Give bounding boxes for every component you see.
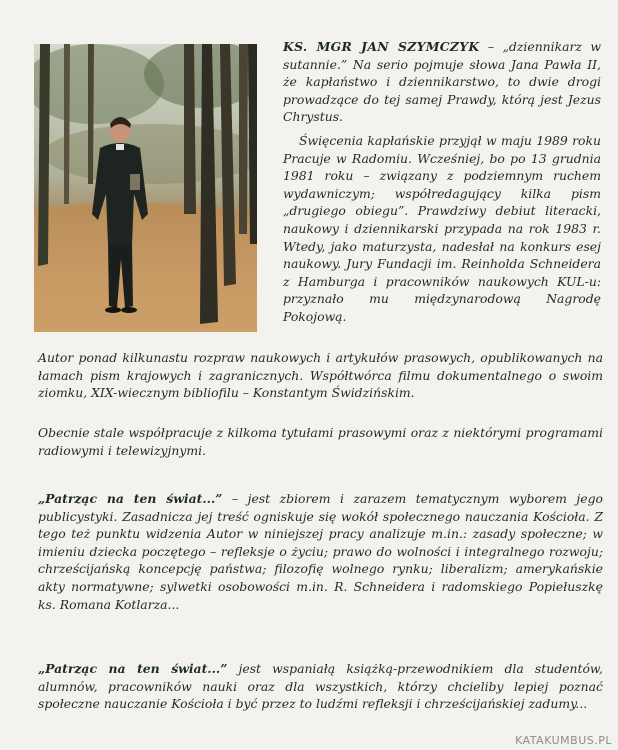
- watermark: KATAKUMBUS.PL: [515, 734, 612, 747]
- book-recommendation-text: jest wspaniałą książką-przewodnikiem dla studentów, alumnów, pracowników nauki oraz dla wszystkich, którzy chcieliby lepiej poznać społeczne nauczanie Kościoła i być przez to ludźmi refleksji i chrześcijańskiej zadumy...: [38, 661, 603, 712]
- book-title: „Patrząc na ten świat...”: [38, 491, 223, 506]
- book-description-text: – jest zbiorem i zarazem tematycznym wyborem jego publicystyki. Zasadnicza jej treść ogniskuje się wokół społecznego nauczania Kościoła. Z tego też punktu widzenia Autor w niniejszej pracy analizuje m.in.: zasady społeczne; w imieniu dziecka poczętego – refleksje o życiu; prawo do wolności i integralnego rozwoju; chrześcijańską koncepcję państwa; filozofię wolnego rynku; liberalizm; amerykańskie akty normatywne; sylwetki osobowości m.in. R. Schneidera i radomskiego Popiełuszkę ks. Romana Kotlarza...: [38, 491, 603, 612]
- current-paragraph-block: [38, 424, 603, 459]
- author-paragraph-block: [38, 349, 603, 402]
- author-photo: [34, 44, 257, 332]
- book-description-paragraph: [38, 490, 603, 613]
- book-recommendation-paragraph: [38, 660, 603, 713]
- intro-column: [283, 38, 601, 326]
- bio-paragraph: Święcenia kapłańskie przyjął w maju 1989 roku Pracuje w Radomiu. Wcześniej, bo po 13 grudnia 1981 roku – związany z podziemnym ruchem wydawniczym; współredagujący kilka pism „drugiego obiegu”. Prawdziwy debiut literacki, naukowy i dziennikarski przypada na rok 1983 r. Wtedy, jako maturzysta, nadesłał na konkurs esej naukowy. Jury Fundacji im. Reinholda Schneidera z Hamburga i pracowników naukowych KUL-u: przyznało mu międzynarodową Nagrodę Pokojową.: [283, 132, 601, 324]
- book-description-block: [38, 490, 603, 613]
- book-title-repeat: „Patrząc na ten świat...”: [38, 661, 228, 676]
- book-recommendation-block: [38, 660, 603, 713]
- intro-text: – „dziennikarz w sutannie.” Na serio pojmuje słowa Jana Pawła II, że kapłaństwo i dziennikarstwo, to dwie drogi prowadzące do tej samej Prawdy, którą jest Jezus Chrystus.: [283, 39, 601, 125]
- current-paragraph: Obecnie stale współpracuje z kilkoma tytułami prasowymi oraz z niektórymi programami radiowymi i telewizyjnymi.: [38, 425, 603, 458]
- intro-paragraph: [283, 38, 601, 126]
- author-name: KS. MGR JAN SZYMCZYK: [283, 39, 480, 54]
- author-photo-image: [34, 44, 257, 332]
- author-paragraph: Autor ponad kilkunastu rozpraw naukowych i artykułów prasowych, opublikowanych na łamach pism krajowych i zagranicznych. Współtwórca filmu dokumentalnego o swoim ziomku, XIX-wiecznym bibliofilu – Konstantym Świdzińskim.: [38, 350, 603, 401]
